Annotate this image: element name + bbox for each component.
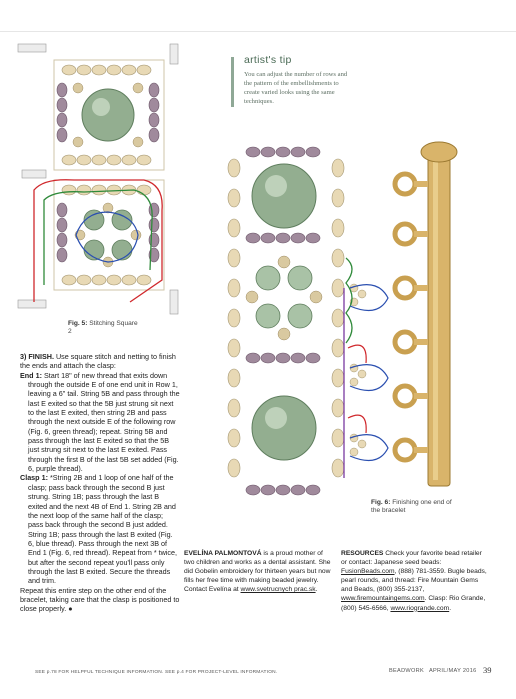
finish-closing: Repeat this entire step on the other end of the bracelet, taking care that the clasp is positioned to close properly. <box>20 585 180 614</box>
finish-heading: 3) FINISH. <box>20 352 54 361</box>
clasp1-label: Clasp 1: <box>20 473 48 483</box>
firemountaingems-link[interactable]: www.firemountaingems.com <box>341 595 425 603</box>
fig5-caption <box>68 320 138 336</box>
riogrande-link[interactable]: www.riogrande.com <box>390 604 450 612</box>
fig6-caption-text: Finishing one end of the bracelet <box>371 499 452 514</box>
resources-end: . <box>449 604 452 612</box>
top-rule <box>0 31 516 32</box>
fig5-illustration <box>14 40 184 322</box>
clasp1-text: *String 2B and 1 loop of one half of the clasp; pass back through the second B just strung. String 1B; pass through the last B exited and the next 4B of End 1. String 2B and the next loop of the same half of the clasp; pass back through the second B just added. String 1B; pass through the last B exited (Fig. 6, blue thread). Pass through the next 3B of End 1 (Fig. 6, red thread). Repeat from * twice, but after the second repeat you'll pass only through the last B exited. Secure the threads and trim. <box>28 473 178 586</box>
bio-end: . <box>315 586 318 594</box>
artists-tip-title: artist's tip <box>244 54 292 66</box>
bio-text: is a proud mother of two children and works as a dental assistant. She did Gobelin embroidery for thirteen years but now fills her free time with making beaded jewelry. Contact Evelína at <box>184 550 331 594</box>
designer-bio <box>184 549 332 594</box>
resources <box>341 549 489 613</box>
resources-text3: . Clasp: Rio Grande, (800) 545-6566, <box>341 595 486 612</box>
fig6-beadwork <box>228 147 344 495</box>
finish-intro: Use square stitch and netting to finish the ends and attach the clasp: <box>20 352 176 371</box>
page-number: 39 <box>483 665 492 675</box>
artists-tip-body: You can adjust the number of rows and the pattern of the embellishments to create varied looks using the same techniques. <box>244 71 348 105</box>
fig6-illustration <box>218 138 508 502</box>
tip-accent-bar <box>231 57 234 107</box>
fig6-caption <box>371 499 461 515</box>
footer-note: SEE p.78 FOR HELPFUL TECHNIQUE INFORMATION. SEE p.4 FOR PROJECT-LEVEL INFORMATION. <box>35 670 278 675</box>
fusionbeads-link[interactable]: FusionBeads.com <box>341 568 395 576</box>
footer-magazine: BEADWORK <box>389 668 425 674</box>
fig5-square-1 <box>54 60 164 170</box>
end1-label: End 1: <box>20 370 42 380</box>
footer-issue: APRIL/MAY 2016 <box>429 668 477 674</box>
resources-text2: , (888) 781-3559. Bugle beads, pearl rounds, and thread: Fire Mountain Gems and Beads, (800) 355-2137, <box>341 568 487 594</box>
bio-name: EVELÍNA PALMONTOVÁ <box>184 550 262 557</box>
fig5-caption-text: Stitching Square 2 <box>68 320 138 335</box>
resources-intro: Check your favorite bead retailer or contact: Japanese seed beads: <box>341 550 482 567</box>
fig5-caption-label: Fig. 5: <box>68 320 88 327</box>
end-mark: ● <box>68 604 73 614</box>
resources-label: RESOURCES <box>341 550 384 557</box>
fig6-caption-label: Fig. 6: <box>371 499 391 506</box>
end1-text: Start 18" of new thread that exits down through the outside E of one end unit in Row 1, leaving a 6" tail. String 5B and pass through the last E exited so that the 5B just strung sit next to the last E exited, then string 2B and pass through the next outside E of the following row (Fig. 6, green thread); repeat. String 5B and pass through the last E exited so that the 5B just strung sit next to the last E exited. Pass through the first B of the last 5B set added (Fig. 6, purple thread). <box>28 370 180 474</box>
fig5-square-2 <box>54 180 164 290</box>
finish-instructions <box>20 352 180 614</box>
bio-website-link[interactable]: www.svetrucnych prac.sk <box>240 586 316 594</box>
fig6-clasp <box>395 142 457 486</box>
